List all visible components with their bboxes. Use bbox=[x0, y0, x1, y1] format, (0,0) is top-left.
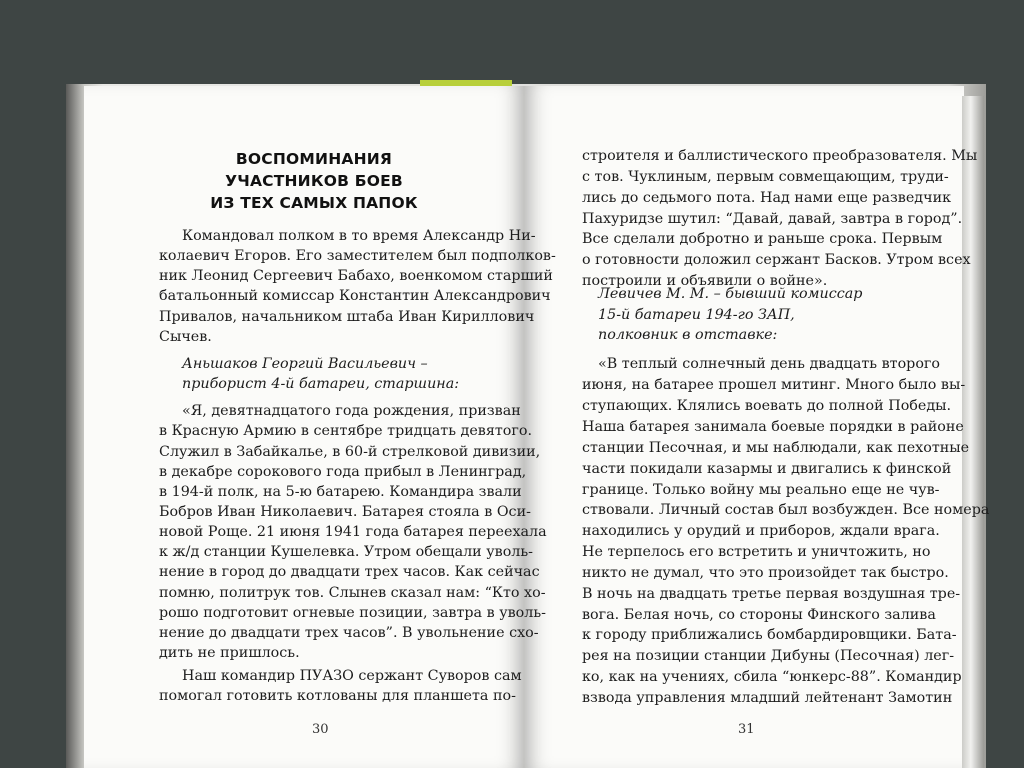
text-line: о готовности доложил сержант Басков. Утром всех bbox=[582, 252, 971, 269]
page-stack-edge bbox=[962, 96, 984, 768]
text-line: в декабре сорокового года прибыл в Ленинград, bbox=[159, 463, 527, 480]
text-line: строителя и баллистического преобразователя. Мы bbox=[582, 148, 978, 164]
text-line: в Красную Армию в сентябре тридцать девятого. bbox=[159, 423, 533, 440]
page-number: 30 bbox=[312, 722, 329, 737]
text-line: Все сделали добротно и раньше срока. Первым bbox=[582, 231, 943, 248]
text-line: колаевич Егоров. Его заместителем был подполков- bbox=[159, 248, 556, 265]
author-line: полковник в отставке: bbox=[598, 327, 778, 344]
text-line: части покидали казармы и двигались к финской bbox=[582, 460, 952, 477]
text-line: в 194-й полк, на 5-ю батарею. Командира звали bbox=[159, 483, 522, 500]
chapter-title bbox=[174, 148, 454, 214]
text-line: В ночь на двадцать третье первая воздушная тре- bbox=[582, 585, 961, 602]
text-line: нение в город до двадцати трех часов. Как сейчас bbox=[159, 564, 540, 581]
author-line: Аньшаков Георгий Васильевич – bbox=[182, 355, 428, 372]
text-line: станции Песочная, и мы наблюдали, как пехотные bbox=[582, 439, 970, 456]
text-line: ступающих. Клялись воевать до полной Победы. bbox=[582, 398, 952, 415]
text-line: июня, на батарее прошел митинг. Много было вы- bbox=[582, 377, 966, 394]
chapter-title-line: ИЗ ТЕХ САМЫХ ПАПОК bbox=[210, 194, 418, 212]
text-line: ник Леонид Сергеевич Бабахо, военкомом старший bbox=[159, 268, 553, 285]
text-line: находились у орудий и приборов, ждали врага. bbox=[582, 523, 940, 540]
author-line: приборист 4-й батареи, старшина: bbox=[182, 376, 460, 393]
text-line: ствовали. Личный состав был возбужден. Все номера bbox=[582, 502, 990, 519]
text-line: Служил в Забайкалье, в 60-й стрелковой дивизии, bbox=[159, 443, 541, 460]
text-line: Пахуридзе шутил: “Давай, давай, завтра в город”. bbox=[582, 210, 963, 227]
text-line: Наш командир ПУАЗО сержант Суворов сам bbox=[182, 667, 522, 684]
author-line: Левичев М. М. – бывший комиссар bbox=[598, 285, 863, 302]
text-line: вога. Белая ночь, со стороны Финского залива bbox=[582, 606, 936, 623]
text-line: никто не думал, что это произойдет так быстро. bbox=[582, 564, 949, 581]
text-line: Не терпелось его встретить и уничтожить, но bbox=[582, 544, 931, 561]
text-line: к городу приближались бомбардировщики. Бата- bbox=[582, 627, 957, 644]
text-line: батальонный комиссар Константин Александрович bbox=[159, 288, 551, 305]
text-line: новой Роще. 21 июня 1941 года батарея переехала bbox=[159, 524, 547, 541]
text-line: дить не пришлось. bbox=[159, 645, 300, 662]
text-line: рошо подготовит огневые позиции, завтра в уволь- bbox=[159, 604, 546, 621]
text-line: Сычев. bbox=[159, 328, 212, 345]
text-line: помогал готовить котлованы для планшета по- bbox=[159, 688, 516, 704]
text-line: с тов. Чуклиным, первым совмещающим, труди- bbox=[582, 168, 949, 185]
text-line: взвода управления младший лейтенант Замотин bbox=[582, 690, 953, 706]
chapter-title-line: ВОСПОМИНАНИЯ УЧАСТНИКОВ БОЕВ bbox=[225, 150, 403, 190]
text-line: нение до двадцати трех часов”. В увольнение схо- bbox=[159, 624, 539, 641]
text-line: границе. Только войну мы реально еще не чув- bbox=[582, 481, 940, 498]
page-number: 31 bbox=[738, 722, 755, 737]
text-line: Привалов, начальником штаба Иван Кириллович bbox=[159, 308, 535, 325]
text-line: лись до седьмого пота. Над нами еще разведчик bbox=[582, 189, 952, 206]
text-line: «В теплый солнечный день двадцать второго bbox=[598, 356, 941, 373]
text-line: рея на позиции станции Дибуны (Песочная) лег- bbox=[582, 648, 955, 665]
text-line: Наша батарея занимала боевые порядки в районе bbox=[582, 419, 964, 435]
text-line: Командовал полком в то время Александр Ни- bbox=[182, 228, 536, 244]
text-line: Бобров Иван Николаевич. Батарея стояла в Оси- bbox=[159, 504, 531, 520]
text-line: помню, политрук тов. Слынев сказал нам: “Кто хо- bbox=[159, 584, 546, 601]
text-line: «Я, девятнадцатого года рождения, призван bbox=[182, 403, 521, 420]
text-line: к ж/д станции Кушелевка. Утром обещали уволь- bbox=[159, 544, 534, 561]
author-line: 15-й батареи 194-го ЗАП, bbox=[598, 306, 795, 323]
text-line: построили и объявили о войне». bbox=[582, 273, 828, 290]
text-line: ко, как на учениях, сбила “юнкерс-88”. Командир bbox=[582, 669, 962, 686]
